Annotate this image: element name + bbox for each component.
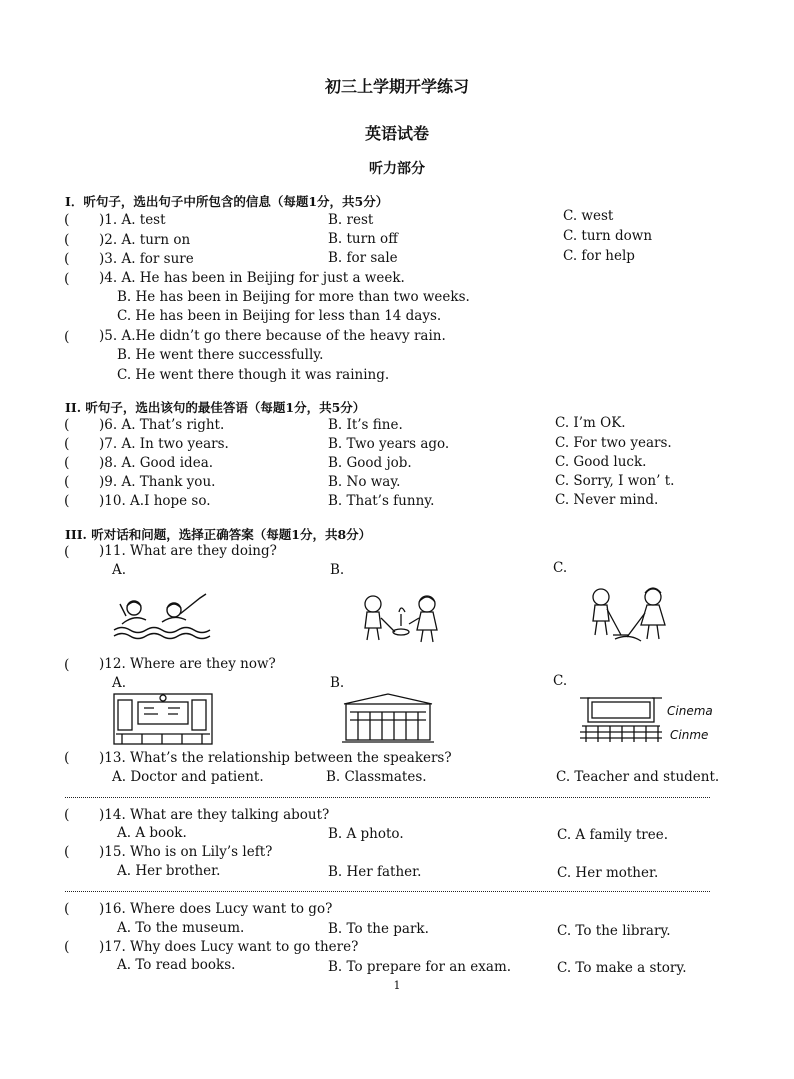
- handwritten-note-cinme: Cinme: [670, 728, 709, 742]
- q15-option-a: A. Her brother.: [117, 863, 221, 879]
- q15-option-b: B. Her father.: [328, 864, 422, 880]
- section-3-heading: III. 听对话和问题，选择正确答案（每题1分，共8分）: [65, 527, 372, 542]
- part-heading: 听力部分: [369, 161, 425, 177]
- answer-paren: (: [64, 232, 70, 248]
- answer-paren: (: [64, 901, 70, 917]
- q8-option-c: C. Good luck.: [555, 454, 647, 470]
- answer-paren: (: [64, 657, 70, 673]
- answer-paren: (: [64, 939, 70, 955]
- answer-paren: (: [64, 436, 70, 452]
- answer-paren: (: [64, 271, 70, 287]
- q10-option-b: B. That’s funny.: [328, 493, 435, 509]
- answer-paren: (: [64, 329, 70, 345]
- answer-paren: (: [64, 493, 70, 509]
- classroom-picture: [112, 690, 214, 746]
- q1-option-b: B. rest: [328, 212, 374, 228]
- q17-option-c: C. To make a story.: [557, 960, 687, 976]
- q3-option-b: B. for sale: [328, 250, 398, 266]
- planting-picture: [355, 592, 445, 644]
- q15-stem: )15. Who is on Lily’s left?: [99, 844, 273, 860]
- q1-stem: )1. A. test: [99, 212, 166, 228]
- q9-option-b: B. No way.: [328, 474, 401, 490]
- q5-option-c: C. He went there though it was raining.: [117, 367, 390, 383]
- exam-subtitle: 英语试卷: [364, 124, 429, 143]
- q7-option-b: B. Two years ago.: [328, 436, 450, 452]
- answer-paren: (: [64, 251, 70, 267]
- exam-title: 初三上学期开学练习: [324, 77, 469, 96]
- q15-option-c: C. Her mother.: [557, 865, 659, 881]
- q11-option-a: A.: [112, 562, 127, 578]
- q14-option-a: A. A book.: [117, 825, 187, 841]
- section-2-heading: II. 听句子，选出该句的最佳答语（每题1分，共5分）: [65, 400, 366, 415]
- answer-paren: (: [64, 844, 70, 860]
- q13-option-a: A. Doctor and patient.: [112, 769, 264, 785]
- q17-stem: )17. Why does Lucy want to go there?: [99, 939, 359, 955]
- answer-paren: (: [64, 212, 70, 228]
- answer-paren: (: [64, 544, 70, 560]
- q16-option-a: A. To the museum.: [117, 920, 245, 936]
- q17-option-b: B. To prepare for an exam.: [328, 959, 512, 975]
- handwritten-note-cinema: Cinema: [667, 704, 713, 718]
- q12-stem: )12. Where are they now?: [99, 656, 276, 672]
- cinema-picture: [578, 694, 664, 744]
- answer-paren: (: [64, 807, 70, 823]
- q8-stem: )8. A. Good idea.: [99, 455, 214, 471]
- q12-option-b: B.: [330, 675, 345, 691]
- q11-stem: )11. What are they doing?: [99, 543, 277, 559]
- q14-stem: )14. What are they talking about?: [99, 807, 330, 823]
- answer-paren: (: [64, 750, 70, 766]
- q11-option-b: B.: [330, 562, 345, 578]
- q9-option-c: C. Sorry, I won’ t.: [555, 473, 675, 489]
- q2-stem: )2. A. turn on: [99, 232, 191, 248]
- section-1-heading: I．听句子，选出句子中所包含的信息（每题1分，共5分）: [65, 194, 389, 209]
- q5-stem: )5. A.He didn’t go there because of the heavy rain.: [99, 328, 446, 344]
- divider-line: [65, 891, 710, 892]
- q4-option-b: B. He has been in Beijing for more than two weeks.: [117, 289, 470, 305]
- q6-option-b: B. It’s fine.: [328, 417, 403, 433]
- divider-line: [65, 797, 710, 798]
- q14-option-c: C. A family tree.: [557, 827, 669, 843]
- q16-stem: )16. Where does Lucy want to go?: [99, 901, 333, 917]
- q17-option-a: A. To read books.: [117, 957, 236, 973]
- q6-stem: )6. A. That’s right.: [99, 417, 225, 433]
- q13-option-b: B. Classmates.: [326, 769, 427, 785]
- q6-option-c: C. I’m OK.: [555, 415, 626, 431]
- q1-option-c: C. west: [563, 208, 614, 224]
- q3-stem: )3. A. for sure: [99, 251, 194, 267]
- q3-option-c: C. for help: [563, 248, 635, 264]
- q12-option-c: C.: [553, 673, 568, 689]
- q14-option-b: B. A photo.: [328, 826, 404, 842]
- swimming-picture: [112, 590, 212, 640]
- q10-stem: )10. A.I hope so.: [99, 493, 211, 509]
- q12-option-a: A.: [112, 675, 127, 691]
- q4-stem: )4. A. He has been in Beijing for just a week.: [99, 270, 405, 286]
- q7-option-c: C. For two years.: [555, 435, 672, 451]
- q4-option-c: C. He has been in Beijing for less than 14 days.: [117, 308, 442, 324]
- answer-paren: (: [64, 417, 70, 433]
- page-number: 1: [393, 979, 401, 992]
- q16-option-c: C. To the library.: [557, 923, 671, 939]
- q11-option-c: C.: [553, 560, 568, 576]
- q2-option-c: C. turn down: [563, 228, 653, 244]
- q5-option-b: B. He went there successfully.: [117, 347, 324, 363]
- q7-stem: )7. A. In two years.: [99, 436, 229, 452]
- station-picture: [340, 690, 436, 744]
- answer-paren: (: [64, 474, 70, 490]
- q10-option-c: C. Never mind.: [555, 492, 659, 508]
- q8-option-b: B. Good job.: [328, 455, 412, 471]
- q16-option-b: B. To the park.: [328, 921, 429, 937]
- sweeping-picture: [583, 585, 673, 645]
- q2-option-b: B. turn off: [328, 231, 398, 247]
- q13-stem: )13. What’s the relationship between the speakers?: [99, 750, 452, 766]
- q9-stem: )9. A. Thank you.: [99, 474, 216, 490]
- q13-option-c: C. Teacher and student.: [556, 769, 720, 785]
- answer-paren: (: [64, 455, 70, 471]
